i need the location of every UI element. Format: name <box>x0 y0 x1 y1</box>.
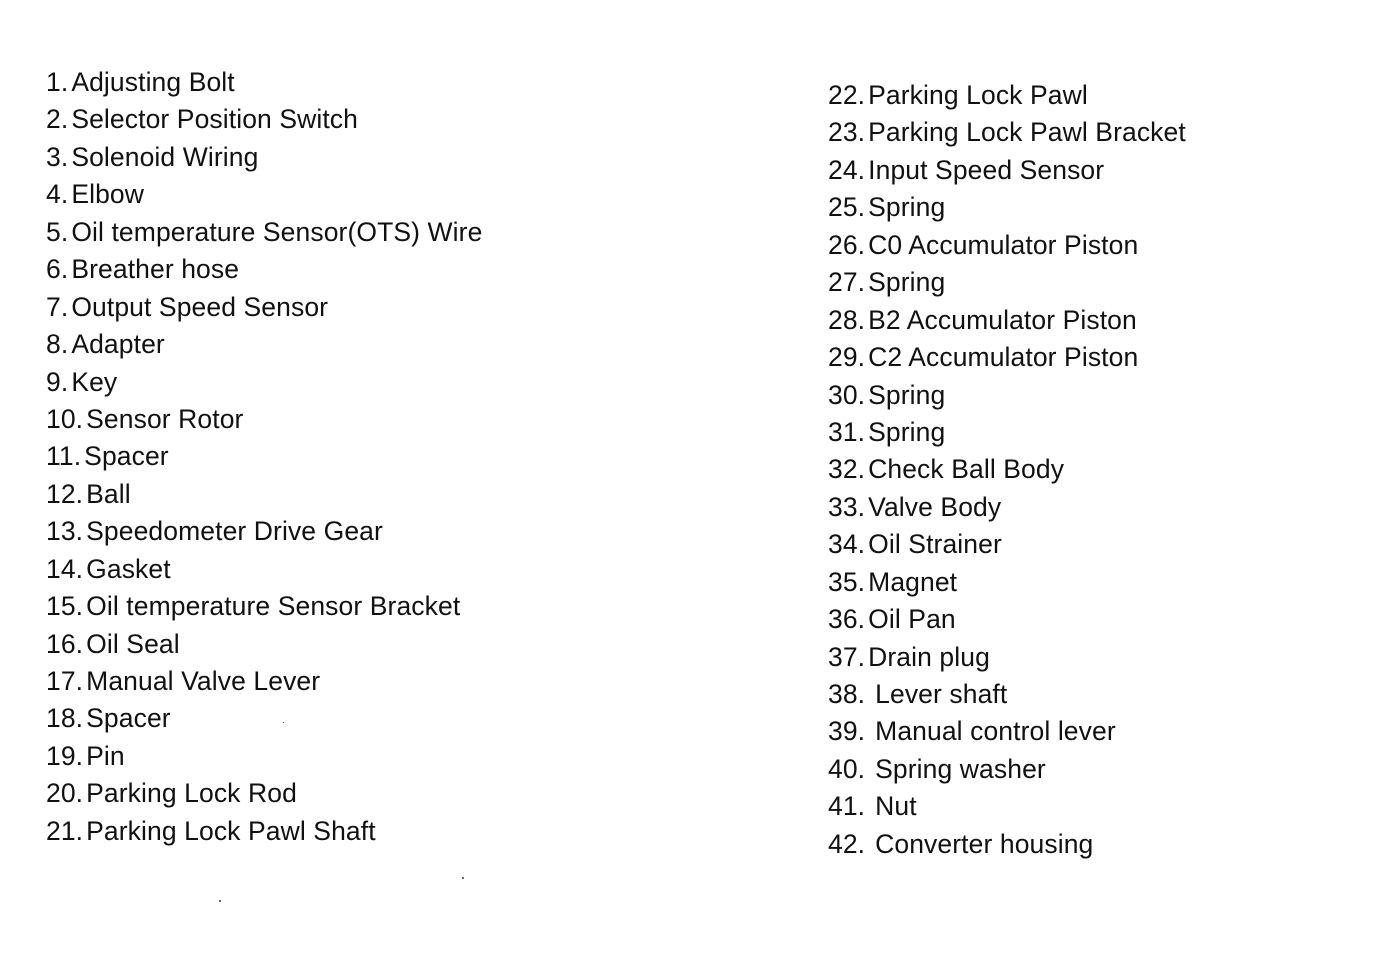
item-number: 11. <box>46 441 82 472</box>
item-number: 12. <box>46 478 84 509</box>
list-item <box>828 451 1186 488</box>
list-item <box>828 414 1186 451</box>
item-label: C0 Accumulator Piston <box>868 229 1139 260</box>
item-number: 2. <box>46 104 69 135</box>
item-number: 13. <box>46 516 84 547</box>
item-label: Oil temperature Sensor(OTS) Wire <box>71 216 483 247</box>
item-number: 40. <box>828 753 866 784</box>
scan-speck <box>462 877 464 879</box>
item-number: 23. <box>828 117 866 148</box>
item-number: 30. <box>828 379 866 410</box>
item-number: 18. <box>46 703 84 734</box>
list-item <box>46 438 482 475</box>
item-number: 22. <box>828 80 866 110</box>
list-item <box>46 738 482 775</box>
list-item <box>828 377 1186 414</box>
list-item <box>828 564 1186 601</box>
item-number: 5. <box>46 216 69 247</box>
item-label: Selector Position Switch <box>71 104 358 135</box>
list-item <box>828 601 1186 638</box>
item-number: 26. <box>828 229 866 260</box>
item-label: Parking Lock Rod <box>86 778 297 809</box>
item-label: Spring <box>868 267 946 298</box>
list-item <box>46 64 482 101</box>
item-label: Parking Lock Pawl Shaft <box>86 815 376 846</box>
item-number: 7. <box>46 291 69 322</box>
item-number: 37. <box>828 641 866 672</box>
item-label: Spring <box>868 416 946 447</box>
item-label: Converter housing <box>875 828 1094 859</box>
item-label: Drain plug <box>868 641 990 672</box>
item-label: Oil Pan <box>868 604 956 635</box>
item-label: Spring washer <box>875 753 1046 784</box>
list-item <box>46 626 482 663</box>
list-item <box>46 364 482 401</box>
item-number: 17. <box>46 666 84 696</box>
item-label: Check Ball Body <box>868 454 1065 485</box>
item-label: Nut <box>875 791 917 822</box>
item-number: 3. <box>46 141 69 172</box>
item-number: 21. <box>46 815 84 846</box>
item-label: Spring <box>868 192 946 223</box>
list-item <box>828 751 1186 788</box>
list-item <box>828 302 1186 339</box>
item-number: 38. <box>828 679 866 709</box>
list-item <box>46 139 482 176</box>
item-number: 25. <box>828 192 866 223</box>
item-number: 29. <box>828 342 866 373</box>
item-number: 28. <box>828 304 866 335</box>
parts-list-right <box>828 77 1186 863</box>
list-item <box>46 663 482 700</box>
list-item <box>828 713 1186 750</box>
list-item <box>828 526 1186 563</box>
item-number: 41. <box>828 791 866 822</box>
item-number: 24. <box>828 154 866 185</box>
item-number: 9. <box>46 366 69 397</box>
list-item <box>828 339 1186 376</box>
item-label: Solenoid Wiring <box>71 141 259 172</box>
item-label: Breather hose <box>71 254 240 285</box>
list-item <box>828 676 1186 713</box>
item-label: Parking Lock Pawl <box>868 80 1088 110</box>
list-item <box>46 401 482 438</box>
item-label: Ball <box>86 478 131 509</box>
scan-speck <box>219 900 221 902</box>
item-label: Oil Seal <box>86 628 180 659</box>
list-item <box>828 639 1186 676</box>
item-label: Oil temperature Sensor Bracket <box>86 591 461 622</box>
list-item <box>828 489 1186 526</box>
list-item <box>46 813 482 850</box>
item-number: 27. <box>828 267 866 298</box>
item-label: Adapter <box>71 329 165 360</box>
item-label: Speedometer Drive Gear <box>86 516 383 547</box>
list-item <box>46 326 482 363</box>
item-label: Oil Strainer <box>868 529 1002 560</box>
item-number: 39. <box>828 716 866 747</box>
item-label: Manual control lever <box>875 716 1116 747</box>
parts-list-left <box>46 64 482 850</box>
item-label: Valve Body <box>868 491 1002 522</box>
item-label: Lever shaft <box>875 679 1008 709</box>
item-number: 8. <box>46 329 69 360</box>
item-number: 31. <box>828 416 866 447</box>
list-item <box>828 114 1186 151</box>
list-item <box>46 176 482 213</box>
item-label: Output Speed Sensor <box>71 291 329 322</box>
item-number: 1. <box>46 67 69 97</box>
list-item <box>46 775 482 812</box>
list-item <box>828 77 1186 114</box>
item-label: B2 Accumulator Piston <box>868 304 1137 335</box>
item-number: 4. <box>46 179 69 210</box>
list-item <box>46 476 482 513</box>
item-number: 14. <box>46 553 84 584</box>
list-item <box>46 588 482 625</box>
item-label: C2 Accumulator Piston <box>868 342 1139 373</box>
item-number: 16. <box>46 628 84 659</box>
list-item <box>46 551 482 588</box>
list-item <box>46 101 482 138</box>
item-label: Gasket <box>86 553 171 584</box>
item-label: Adjusting Bolt <box>71 67 235 97</box>
item-label: Spring <box>868 379 946 410</box>
item-number: 33. <box>828 491 866 522</box>
list-item <box>46 700 482 737</box>
item-label: Sensor Rotor <box>86 403 244 434</box>
list-item <box>828 227 1186 264</box>
scan-speck <box>283 722 284 723</box>
item-number: 20. <box>46 778 84 809</box>
item-number: 36. <box>828 604 866 635</box>
item-label: Manual Valve Lever <box>86 666 321 696</box>
list-item <box>46 289 482 326</box>
list-item <box>828 826 1186 863</box>
list-item <box>46 214 482 251</box>
item-number: 35. <box>828 566 866 597</box>
item-label: Spacer <box>86 703 171 734</box>
list-item <box>46 513 482 550</box>
list-item <box>46 251 482 288</box>
item-number: 10. <box>46 403 84 434</box>
list-item <box>828 264 1186 301</box>
item-number: 32. <box>828 454 866 485</box>
item-number: 42. <box>828 828 866 859</box>
item-label: Magnet <box>868 566 958 597</box>
item-number: 15. <box>46 591 84 622</box>
item-number: 19. <box>46 740 84 771</box>
list-item <box>828 788 1186 825</box>
list-item <box>828 189 1186 226</box>
item-number: 6. <box>46 254 69 285</box>
item-label: Spacer <box>84 441 169 472</box>
item-label: Parking Lock Pawl Bracket <box>868 117 1186 148</box>
item-number: 34. <box>828 529 866 560</box>
item-label: Input Speed Sensor <box>868 154 1105 185</box>
item-label: Elbow <box>71 179 144 210</box>
list-item <box>828 152 1186 189</box>
item-label: Key <box>71 366 118 397</box>
item-label: Pin <box>86 740 125 771</box>
